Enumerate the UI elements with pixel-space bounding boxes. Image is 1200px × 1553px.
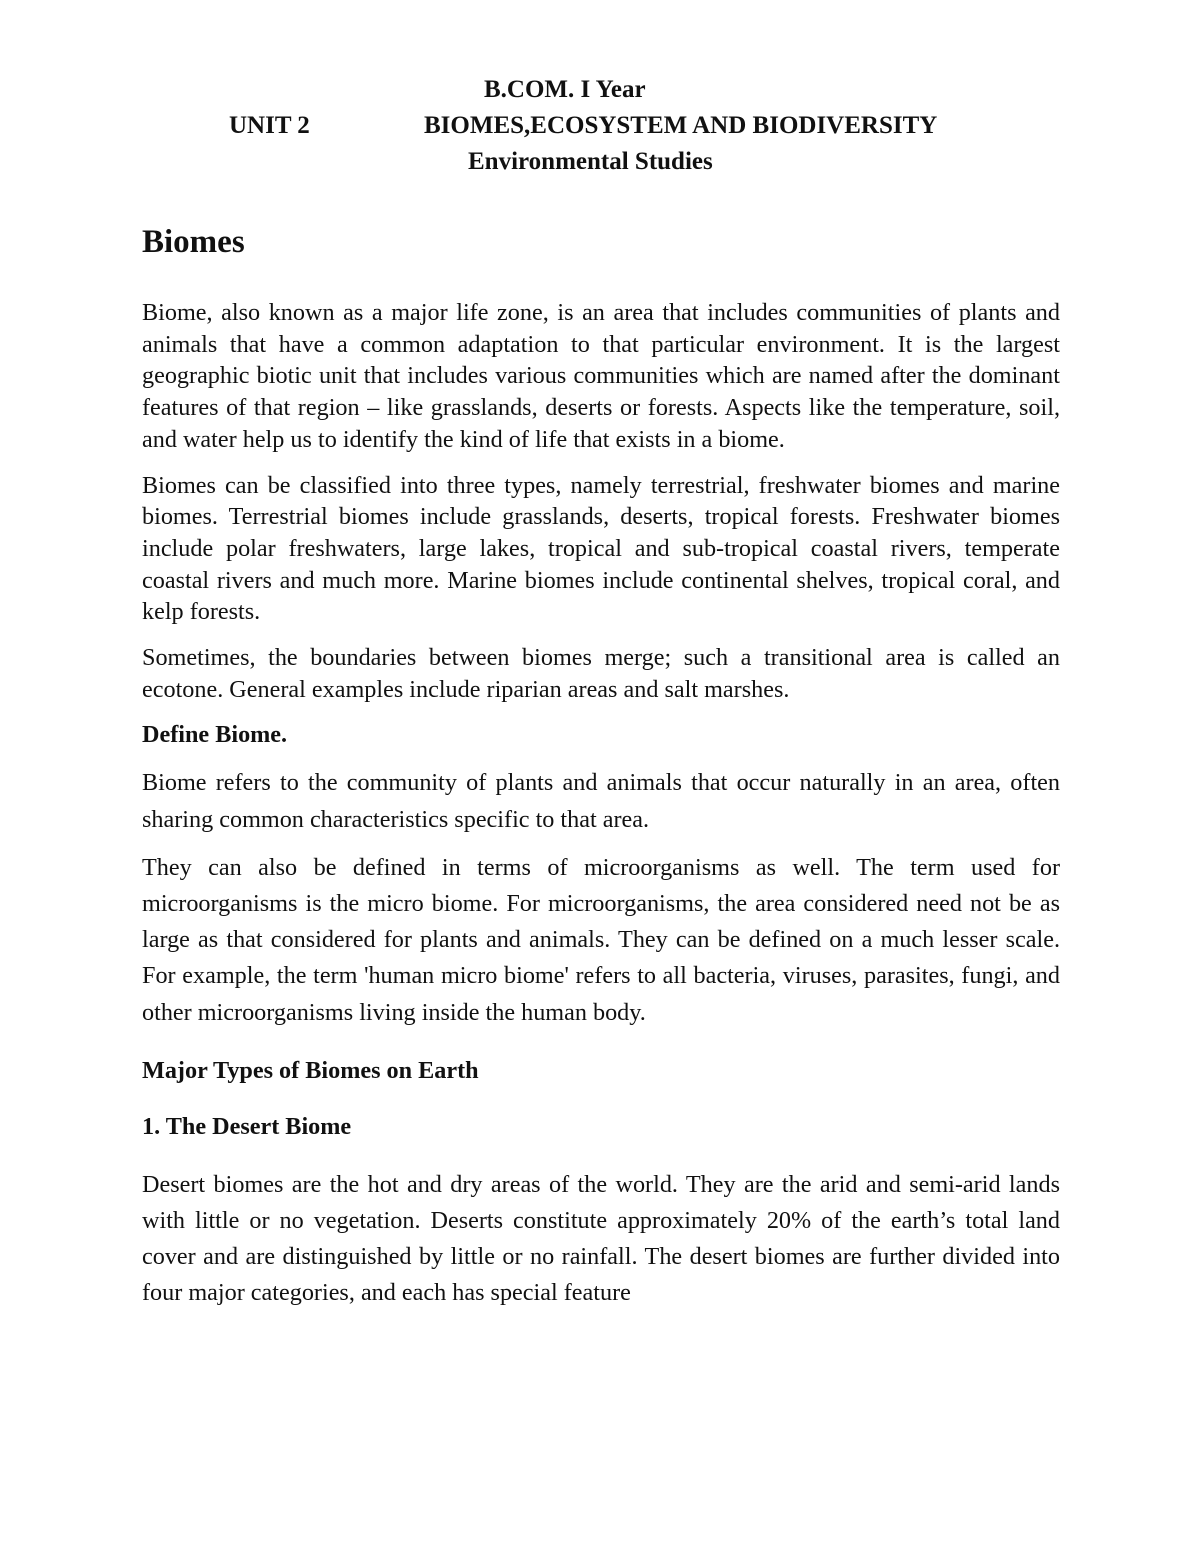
section-title: Biomes <box>142 224 245 260</box>
unit-header <box>142 108 1060 144</box>
paragraph-desert-biome: Desert biomes are the hot and dry areas of the world. They are the arid and semi-arid lands with little or no vegetation. Deserts constitute approximately 20% of the earth’s total land cover and are distinguished by little or no rainfall. The desert biomes are further divided into four major categories, and each has special feature <box>142 1170 1060 1307</box>
paragraph-micro-biome: They can also be defined in terms of microorganisms as well. The term used for microorganisms is the micro biome. For microorganisms, the area considered need not be as large as that considered for plants and animals. They can be defined on a much lesser scale. For example, the term 'human micro biome' refers to all bacteria, viruses, parasites, fungi, and other microorganisms living inside the human body. <box>142 853 1060 1026</box>
document-page <box>142 72 1060 1312</box>
paragraph-biome-classification: Biomes can be classified into three types, namely terrestrial, freshwater biomes and marine biomes. Terrestrial biomes include grasslands, deserts, tropical forests. Freshwater biomes include polar freshwaters, large lakes, tropical and sub-tropical coastal rivers, temperate coastal rivers and much more. Marine biomes include continental shelves, tropical coral, and kelp forests. <box>142 471 1060 626</box>
heading-define-biome: Define Biome. <box>142 721 288 749</box>
paragraph-ecotone: Sometimes, the boundaries between biomes merge; such a transitional area is called an ecotone. General examples include riparian areas and salt marshes. <box>142 644 1060 703</box>
paragraph-biome-definition: Biome refers to the community of plants and animals that occur naturally in an area, often sharing common characteristics specific to that area. <box>142 769 1060 833</box>
unit-title: BIOMES,ECOSYSTEM AND BIODIVERSITY <box>424 112 938 139</box>
paragraph-biome-intro: Biome, also known as a major life zone, is an area that includes communities of plants and animals that have a common adaptation to that particular environment. It is the largest geographic biotic unit that includes various communities which are named after the dominant features of that region – like grasslands, deserts or forests. Aspects like the temperature, soil, and water help us to identify the kind of life that exists in a biome. <box>142 299 1060 453</box>
heading-major-types: Major Types of Biomes on Earth <box>142 1056 479 1084</box>
unit-number: UNIT 2 <box>229 112 310 139</box>
heading-desert-biome: 1. The Desert Biome <box>142 1112 352 1140</box>
subject-header: Environmental Studies <box>468 148 713 175</box>
course-header: B.COM. I Year <box>484 76 646 103</box>
